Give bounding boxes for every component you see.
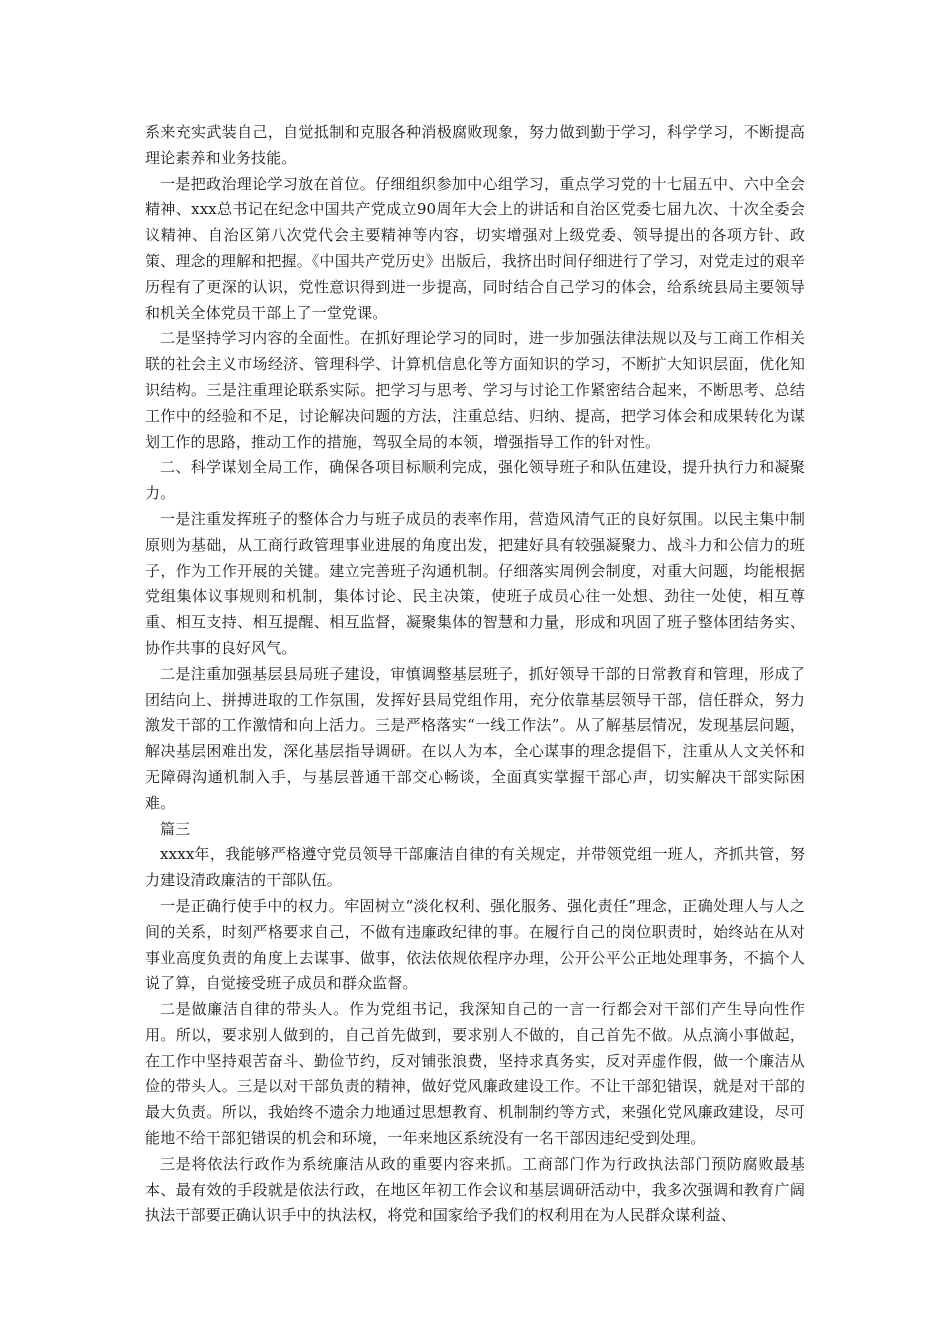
document-page xyxy=(145,120,805,1229)
section-heading-planning: 二、科学谋划全局工作，确保各项目标顺利完成，强化领导班子和队伍建设，提升执行力和凝聚力。 xyxy=(145,458,805,503)
paragraph-use-of-power: 一是正确行使手中的权力。牢固树立“淡化权利、强化服务、强化责任”理念，正确处理人与人之间的关系，时刻严格要求自己，不做有违廉政纪律的事。在履行自己的岗位职责时，始终站在从对事业高度负责的角度上去谋事、做事，依法依规依程序办理，公开公平公正地处理事务，不搞个人说了算，自觉接受班子成员和群众监督。 xyxy=(145,896,805,993)
paragraph-self-discipline: 二是做廉洁自律的带头人。作为党组书记，我深知自己的一言一行都会对干部们产生导向性作用。所以，要求别人做到的，自己首先做到，要求别人不做的，自己首先不做。从点滴小事做起，在工作中坚持艰苦奋斗、勤俭节约，反对铺张浪费，坚持求真务实，反对弄虚作假，做一个廉洁从俭的带头人。三是以对干部负责的精神，做好党风廉政建设工作。不让干部犯错误，就是对干部的最大负责。所以，我始终不遗余力地通过思想教育、机制制约等方式，来强化党风廉政建设，尽可能地不给干部犯错误的机会和环境，一年来地区系统没有一名干部因违纪受到处理。 xyxy=(145,1000,805,1148)
paragraph-theory-study: 一是把政治理论学习放在首位。仔细组织参加中心组学习，重点学习党的十七届五中、六中全会精神、xxx总书记在纪念中国共产党成立90周年大会上的讲话和自治区党委七届九次、十次全委会议精神、自治区第八次党代会主要精神等内容，切实增强对上级党委、领导提出的各项方针、政策、理念的理解和把握。《中国共产党历史》出版后，我挤出时间仔细进行了学习，对党走过的艰辛历程有了更深的认识，党性意识得到进一步提高，同时结合自己学习的体会，给系统县局主要领导和机关全体党员干部上了一堂党课。 xyxy=(145,174,805,322)
paragraph-grassroots-building: 二是注重加强基层县局班子建设，审慎调整基层班子，抓好领导干部的日常教育和管理，形成了团结向上、拼搏进取的工作氛围，发挥好县局党组作用，充分依靠基层领导干部，信任群众，努力激发干部的工作激情和向上活力。三是严格落实“一线工作法”。从了解基层情况，发现基层问题，解决基层困难出发，深化基层指导调研。在以人为本，全心谋事的理念提倡下，注重从人文关怀和无障碍沟通机制入手，与基层普通干部交心畅谈，全面真实掌握干部心声，切实解决干部实际困难。 xyxy=(145,664,805,812)
paragraph-law-enforcement: 三是将依法行政作为系统廉洁从政的重要内容来抓。工商部门作为行政执法部门预防腐败最基本、最有效的手段就是依法行政，在地区年初工作会议和基层调研活动中，我多次强调和教育广阔执法干部要正确认识手中的执法权，将党和国家给予我们的权利用在为人民群众谋利益、 xyxy=(145,1154,805,1225)
section-heading-part-three: 篇三 xyxy=(160,819,191,838)
paragraph-continuation: 系来充实武装自己，自觉抵制和克服各种消极腐败现象，努力做到勤于学习，科学学习，不断提高理论素养和业务技能。 xyxy=(145,123,805,167)
paragraph-team-cohesion: 一是注重发挥班子的整体合力与班子成员的表率作用，营造风清气正的良好氛围。以民主集中制原则为基础，从工商行政管理事业进展的角度出发，把建好具有较强凝聚力、战斗力和公信力的班子，作为工作开展的关键。建立完善班子沟通机制。仔细落实周例会制度，对重大问题，均能根据党组集体议事规则和机制，集体讨论、民主决策，使班子成员心往一处想、劲往一处使，相互尊重、相互支持、相互提醒、相互监督，凝聚集体的智慧和力量，形成和巩固了班子整体团结务实、协作共事的良好风气。 xyxy=(145,509,805,657)
paragraph-comprehensive-learning: 二是坚持学习内容的全面性。在抓好理论学习的同时，进一步加强法律法规以及与工商工作相关联的社会主义市场经济、管理科学、计算机信息化等方面知识的学习，不断扩大知识层面，优化知识结构。三是注重理论联系实际。把学习与思考、学习与讨论工作紧密结合起来，不断思考、总结工作中的经验和不足，讨论解决问题的方法，注重总结、归纳、提高，把学习体会和成果转化为谋划工作的思路，推动工作的措施，驾驭全局的本领，增强指导工作的针对性。 xyxy=(145,329,805,451)
paragraph-integrity-intro: xxxx年，我能够严格遵守党员领导干部廉洁自律的有关规定，并带领党组一班人，齐抓共管，努力建设清政廉洁的干部队伍。 xyxy=(145,845,805,890)
